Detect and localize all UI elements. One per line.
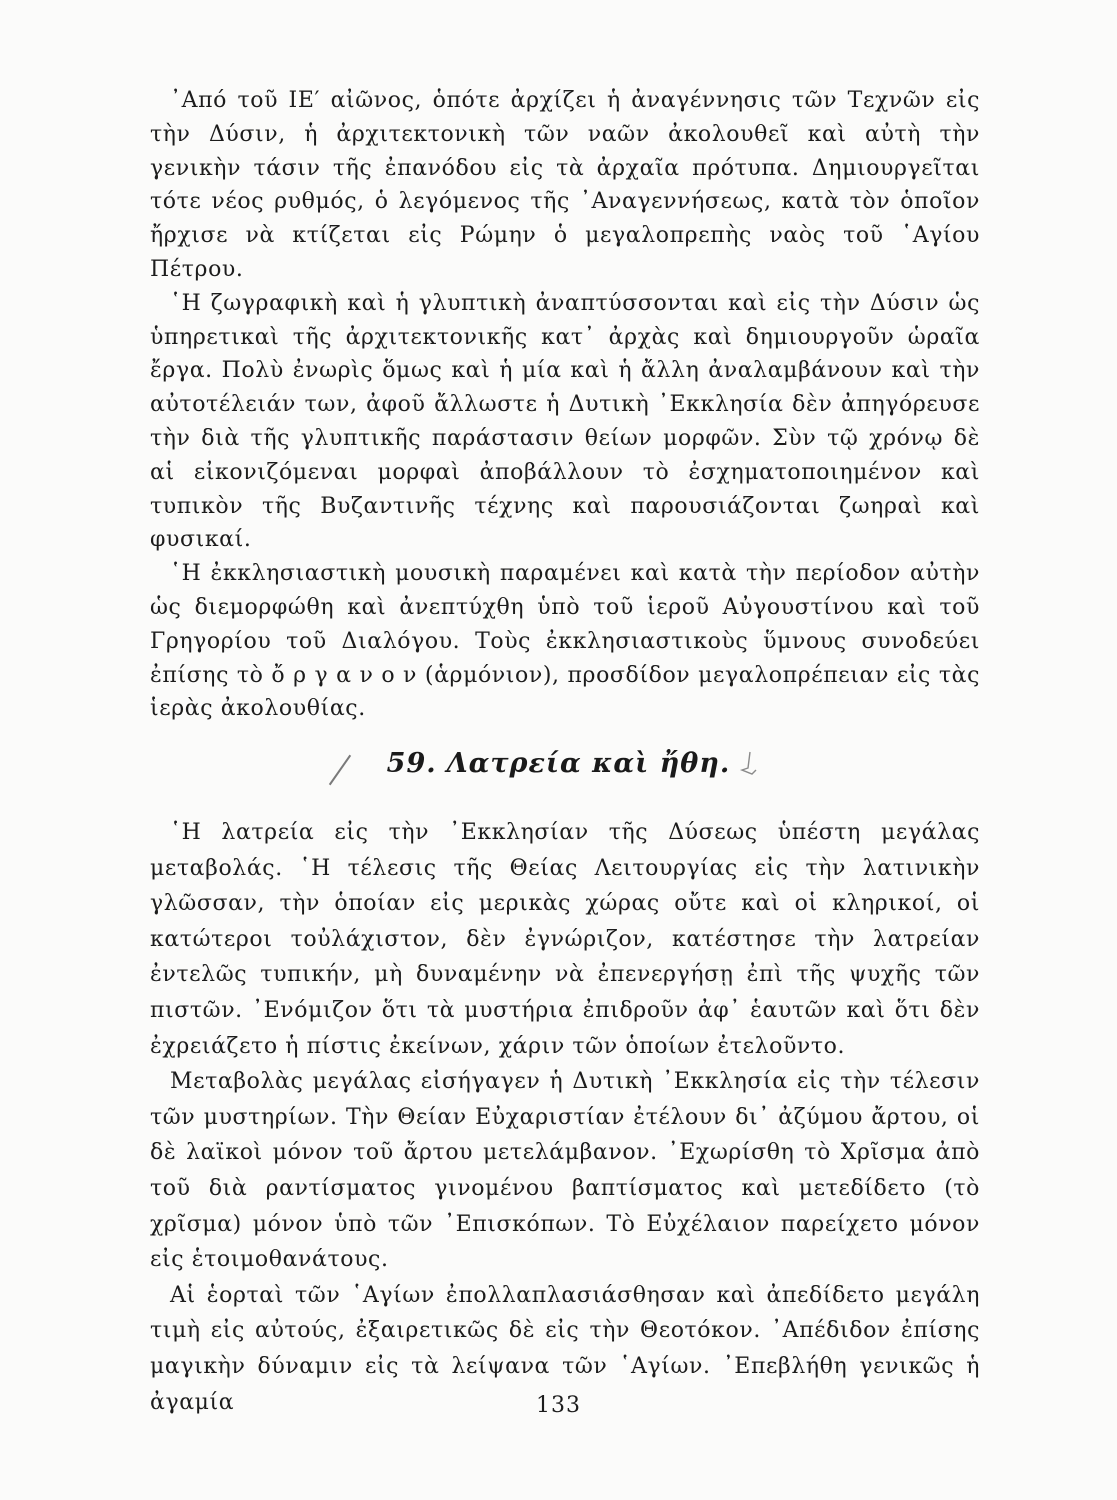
- top-text-block: [150, 84, 980, 726]
- paragraph-saints-feasts: Αἱ ἑορταὶ τῶν ῾Αγίων ἐπολλαπλασιάσθησαν καὶ ἀπεδίδετο μεγάλη τιμὴ εἰς αὐτούς, ἐξαιρετικῶς δὲ εἰς τὴν Θεοτόκον. ᾿Απέδιδον ἐπίσης μαγικὴν δύναμιν εἰς τὰ λείψανα τῶν ῾Αγίων. ᾿Επεβλήθη γενικῶς ἡ ἀγαμία: [150, 1282, 980, 1415]
- page-number: 133: [536, 1393, 581, 1418]
- paragraph-renaissance-architecture: ᾿Από τοῦ ΙΕ′ αἰῶνος, ὁπότε ἀρχίζει ἡ ἀναγέννησις τῶν Τεχνῶν εἰς τὴν Δύσιν, ἡ ἀρχιτεκτονικὴ τῶν ναῶν ἀκολουθεῖ καὶ αὐτὴ τὴν γενικὴν τάσιν τῆς ἐπανόδου εἰς τὰ ἀρχαῖα πρότυπα. Δημιουργεῖται τότε νέος ρυθμός, ὁ λεγόμενος τῆς ᾿Αναγεννήσεως, κατὰ τὸν ὁποῖον ἤρχισε νὰ κτίζεται εἰς Ρώμην ὁ μεγαλοπρεπὴς ναὸς τοῦ ῾Αγίου Πέτρου.: [150, 88, 980, 282]
- paragraph-church-music: ῾Η ἐκκλησιαστικὴ μουσικὴ παραμένει καὶ κατὰ τὴν περίοδον αὐτὴν ὡς διεμορφώθη καὶ ἀνεπτύχθη ὑπὸ τοῦ ἱεροῦ Αὐγουστίνου καὶ τοῦ Γρηγορίου τοῦ Διαλόγου. Τοὺς ἐκκλησιαστικοὺς ὕμνους συνοδεύει ἐπίσης τὸ ὄ ρ γ α ν ο ν (ἁρμόνιον), προσδίδον μεγαλοπρέπειαν εἰς τὰς ἱερὰς ἀκολουθίας.: [150, 561, 980, 722]
- section-title: Λατρεία καὶ ἤθη.: [446, 748, 731, 779]
- paragraph-sacraments: Μεταβολὰς μεγάλας εἰσήγαγεν ἡ Δυτικὴ ᾿Εκκλησία εἰς τὴν τέλεσιν τῶν μυστηρίων. Τὴν Θείαν Εὐχαριστίαν ἐτέλουν δι᾿ ἀζύμου ἄρτου, οἱ δὲ λαϊκοὶ μόνον τοῦ ἄρτου μετελάμβανον. ᾿Εχωρίσθη τὸ Χρῖσμα ἀπὸ τοῦ διὰ ραντίσματος γινομένου βαπτίσματος καὶ μετεδίδετο (τὸ χρῖσμα) μόνον ὑπὸ τῶν ᾿Επισκόπων. Τὸ Εὐχέλαιον παρείχετο μόνον εἰς ἑτοιμοθανάτους.: [150, 1069, 980, 1273]
- section-number: 59.: [386, 748, 437, 779]
- pencil-bracket-mark: [738, 750, 758, 784]
- section-heading-wrap: [0, 748, 1117, 779]
- paragraph-worship-changes: ῾Η λατρεία εἰς τὴν ᾿Εκκλησίαν τῆς Δύσεως ὑπέστη μεγάλας μεταβολάς. ῾Η τέλεσις τῆς Θείας Λειτουργίας εἰς τὴν λατινικὴν γλῶσσαν, τὴν ὁποίαν εἰς μερικὰς χώρας οὔτε καὶ οἱ κληρικοί, οἱ κατώτεροι τοὐλάχιστον, δὲν ἐγνώριζον, κατέστησε τὴν λατρείαν ἐντελῶς τυπικήν, μὴ δυναμένην νὰ ἐπενεργήσῃ ἐπὶ τῆς ψυχῆς τῶν πιστῶν. ᾿Ενόμιζον ὅτι τὰ μυστήρια ἐπιδροῦν ἀφ᾿ ἑαυτῶν καὶ ὅτι δὲν ἐχρειάζετο ἡ πίστις ἐκείνων, χάριν τῶν ὁποίων ἐτελοῦντο.: [150, 820, 980, 1059]
- section-heading: [387, 748, 731, 779]
- pencil-slash-mark: [329, 755, 351, 786]
- paragraph-painting-sculpture: ῾Η ζωγραφικὴ καὶ ἡ γλυπτικὴ ἀναπτύσσονται καὶ εἰς τὴν Δύσιν ὡς ὑπηρετικαὶ τῆς ἀρχιτεκτονικῆς κατ᾿ ἀρχὰς καὶ δημιουργοῦν ὡραῖα ἔργα. Πολὺ ἐνωρὶς ὅμως καὶ ἡ μία καὶ ἡ ἄλλη ἀναλαμβάνουν καὶ τὴν αὐτοτέλειάν των, ἀφοῦ ἄλλωστε ἡ Δυτικὴ ᾿Εκκλησία δὲν ἀπηγόρευσε τὴν διὰ τῆς γλυπτικῆς παράστασιν θείων μορφῶν. Σὺν τῷ χρόνῳ δὲ αἱ εἰκονιζόμεναι μορφαὶ ἀποβάλλουν τὸ ἐσχηματοποιημένον καὶ τυπικὸν τῆς Βυζαντινῆς τέχνης καὶ παρουσιάζονται ζωηραὶ καὶ φυσικαί.: [150, 290, 980, 553]
- bottom-text-block: [150, 815, 980, 1420]
